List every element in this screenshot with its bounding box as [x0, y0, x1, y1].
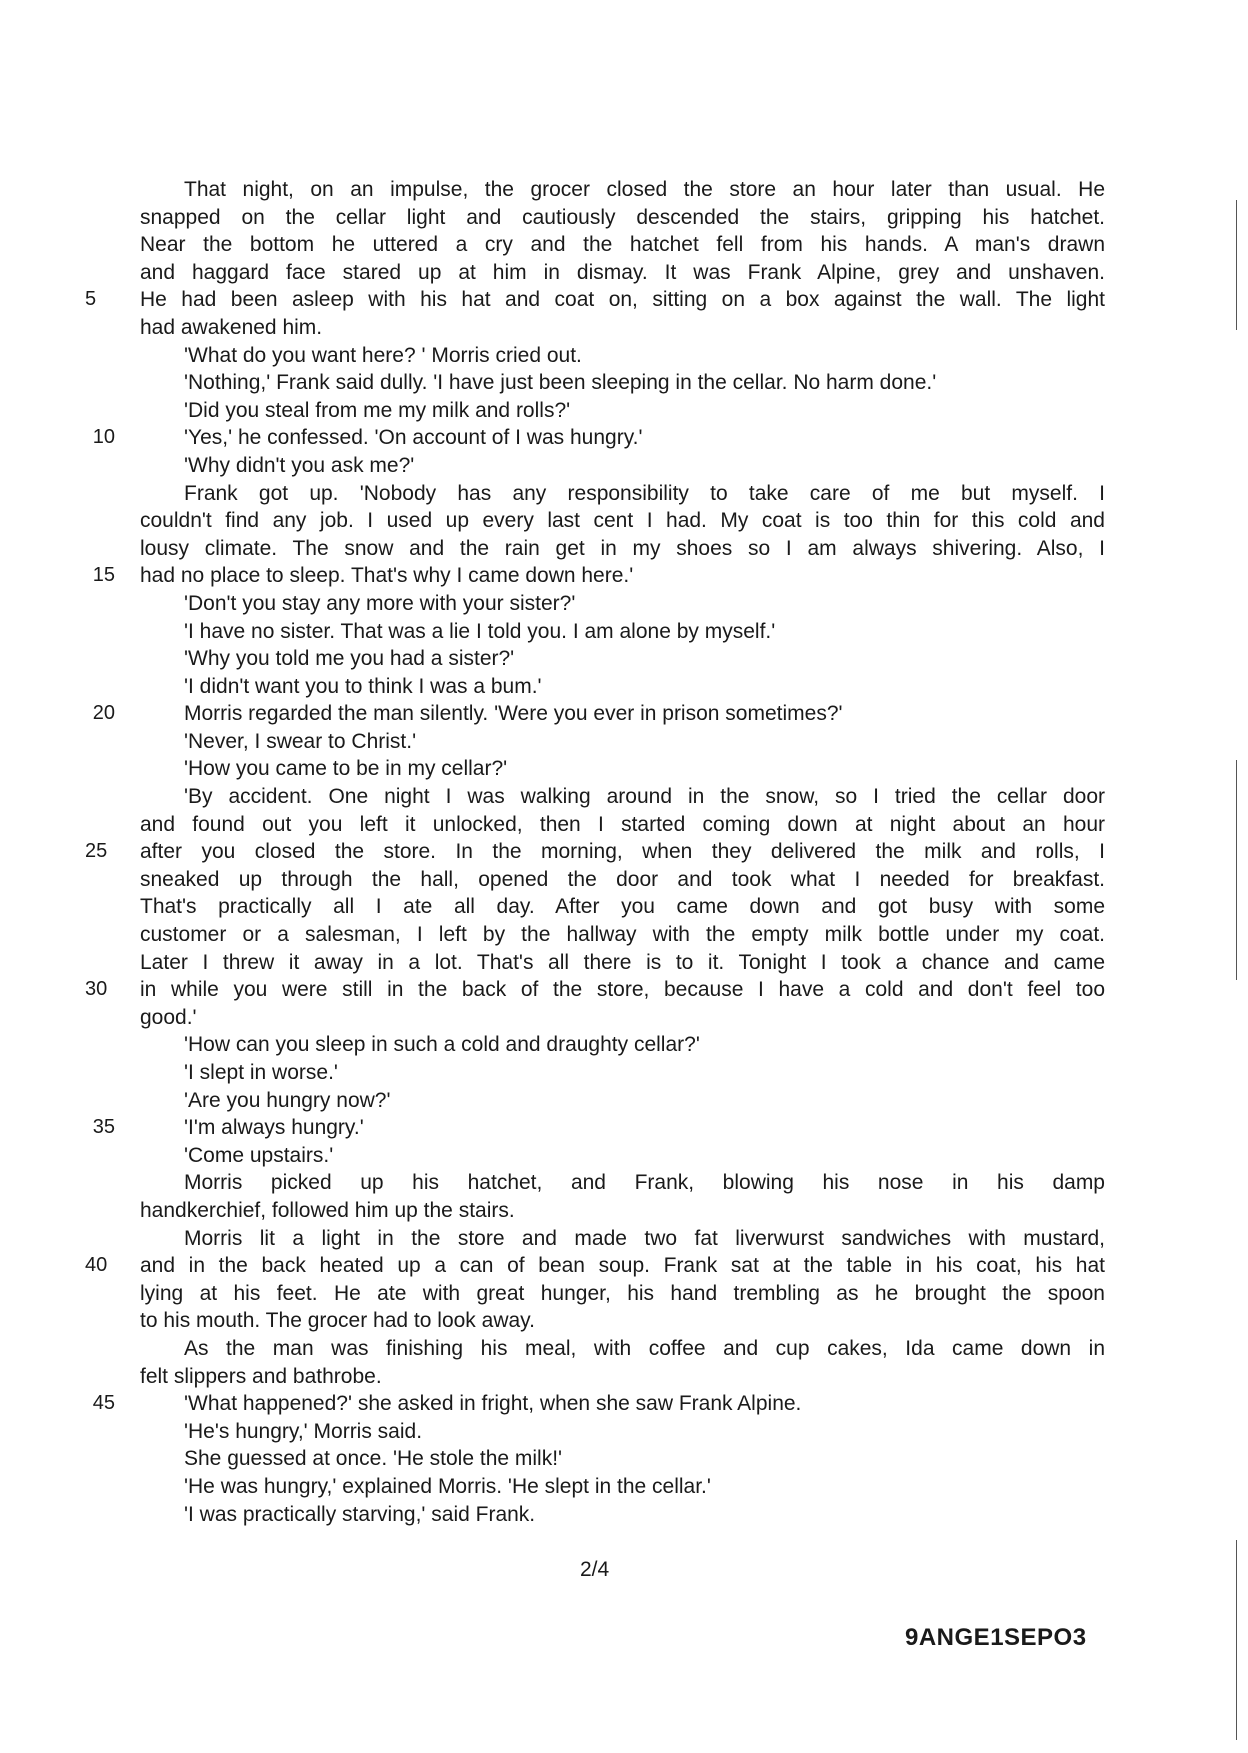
line-text: Morris regarded the man silently. 'Were you ever in prison sometimes?': [184, 702, 843, 726]
line-text: 'I was practically starving,' said Frank.: [184, 1502, 536, 1526]
line-text: 'He's hungry,' Morris said.: [184, 1419, 423, 1443]
text-line: [92, 562, 1105, 590]
line-text: As the man was finishing his meal, with coffee and cup cakes, Ida came down in: [184, 1336, 1105, 1360]
text-line: [140, 1087, 1105, 1115]
text-line: [140, 728, 1105, 756]
line-text: 'How you came to be in my cellar?': [184, 757, 508, 781]
line-text: 'Why you told me you had a sister?': [184, 647, 515, 671]
text-line: [140, 755, 1105, 783]
line-text: 'Never, I swear to Christ.': [184, 729, 417, 753]
line-text: He had been asleep with his hat and coat on, sitting on a box against the wall. The light: [140, 288, 1105, 312]
text-line: [140, 1501, 1105, 1529]
line-text: lousy climate. The snow and the rain get in my shoes so I am always shivering. Also, I: [140, 536, 1105, 560]
line-number: 35: [92, 1116, 115, 1139]
text-line: [140, 204, 1105, 232]
line-number: 40: [85, 1254, 108, 1277]
text-line: [92, 1114, 1105, 1142]
text-line: [140, 590, 1105, 618]
document-code: 9ANGE1SEPO3: [905, 1624, 1087, 1651]
line-text: customer or a salesman, I left by the hallway with the empty milk bottle under my coat.: [140, 923, 1105, 947]
text-line: [140, 618, 1105, 646]
line-text: after you closed the store. In the morning, when they delivered the milk and rolls, I: [140, 840, 1105, 864]
text-line: [85, 1252, 1105, 1280]
text-line: [85, 838, 1105, 866]
line-text: That night, on an impulse, the grocer closed the store an hour later than usual. He: [184, 178, 1105, 201]
line-text: That's practically all I ate all day. After you came down and got busy with some: [140, 895, 1105, 919]
line-text: handkerchief, followed him up the stairs.: [140, 1198, 515, 1222]
line-number: 45: [92, 1392, 115, 1415]
line-text: Frank got up. 'Nobody has any responsibility to take care of me but myself. I: [184, 481, 1105, 505]
text-line: [140, 1142, 1105, 1170]
line-text: She guessed at once. 'He stole the milk!': [184, 1447, 563, 1471]
line-text: 'I slept in worse.': [184, 1061, 338, 1084]
passage-text: [85, 176, 1105, 1528]
line-text: and found out you left it unlocked, then I started coming down at night about an hour: [140, 812, 1105, 836]
line-text: 'I didn't want you to think I was a bum.': [184, 674, 542, 698]
scan-edge-mark: [1236, 1540, 1237, 1740]
line-number: 30: [85, 978, 108, 1001]
line-text: Later I threw it away in a lot. That's all there is to it. Tonight I took a chance and came: [140, 950, 1105, 974]
text-line: [140, 1363, 1105, 1391]
line-text: 'Yes,' he confessed. 'On account of I was hungry.': [184, 426, 643, 450]
scan-edge-mark: [1236, 200, 1237, 330]
line-text: 'Nothing,' Frank said dully. 'I have just been sleeping in the cellar. No harm done.': [184, 371, 937, 395]
line-text: Morris lit a light in the store and made two fat liverwurst sandwiches with mustard,: [184, 1226, 1105, 1250]
line-text: 'What do you want here? ' Morris cried out.: [184, 343, 582, 367]
text-line: [92, 700, 1105, 728]
text-line: [140, 866, 1105, 894]
text-line: [140, 1473, 1105, 1501]
line-number: 10: [92, 426, 115, 449]
line-text: sneaked up through the hall, opened the door and took what I needed for breakfast.: [140, 867, 1105, 891]
line-text: 'Don't you stay any more with your sister?': [184, 591, 576, 615]
text-line: [140, 314, 1105, 342]
text-line: [140, 1307, 1105, 1335]
text-line: [140, 1280, 1105, 1308]
text-line: [140, 811, 1105, 839]
line-text: 'Come upstairs.': [184, 1143, 334, 1167]
line-text: Morris picked up his hatchet, and Frank, blowing his nose in his damp: [184, 1171, 1105, 1195]
text-line: [140, 1197, 1105, 1225]
text-line: [140, 342, 1105, 370]
line-text: felt slippers and bathrobe.: [140, 1364, 382, 1388]
text-line: [85, 286, 1105, 314]
text-line: [140, 176, 1105, 204]
text-line: [140, 783, 1105, 811]
line-text: and in the back heated up a can of bean soup. Frank sat at the table in his coat, his hat: [140, 1254, 1105, 1278]
text-line: [140, 1418, 1105, 1446]
line-text: lying at his feet. He ate with great hunger, his hand trembling as he brought the spoon: [140, 1281, 1105, 1305]
line-text: to his mouth. The grocer had to look away.: [140, 1309, 535, 1333]
line-text: 'I'm always hungry.': [184, 1116, 364, 1140]
line-number: 5: [85, 288, 97, 311]
text-line: [140, 507, 1105, 535]
line-text: 'By accident. One night I was walking around in the snow, so I tried the cellar door: [184, 785, 1105, 809]
line-text: in while you were still in the back of the store, because I have a cold and don't feel too: [140, 978, 1105, 1002]
text-line: [140, 231, 1105, 259]
text-line: [92, 1390, 1105, 1418]
page-number: 2/4: [580, 1558, 610, 1581]
text-line: [140, 452, 1105, 480]
line-text: 'How can you sleep in such a cold and draughty cellar?': [184, 1033, 700, 1057]
text-line: [140, 949, 1105, 977]
text-line: [140, 535, 1105, 563]
text-line: [140, 259, 1105, 287]
text-line: [140, 1059, 1105, 1087]
line-text: good.': [140, 1005, 197, 1029]
line-text: had no place to sleep. That's why I came down here.': [140, 564, 634, 588]
text-line: [140, 480, 1105, 508]
text-line: [85, 976, 1105, 1004]
text-line: [92, 424, 1105, 452]
text-line: [140, 1335, 1105, 1363]
text-line: [140, 369, 1105, 397]
line-number: 15: [92, 564, 115, 587]
line-text: 'He was hungry,' explained Morris. 'He slept in the cellar.': [184, 1474, 711, 1498]
line-text: and haggard face stared up at him in dismay. It was Frank Alpine, grey and unshaven.: [140, 260, 1105, 284]
line-text: couldn't find any job. I used up every last cent I had. My coat is too thin for this cold and: [140, 509, 1105, 533]
line-text: 'Are you hungry now?': [184, 1088, 391, 1112]
line-text: Near the bottom he uttered a cry and the hatchet fell from his hands. A man's drawn: [140, 233, 1105, 257]
text-line: [140, 1031, 1105, 1059]
text-line: [140, 1225, 1105, 1253]
text-line: [140, 645, 1105, 673]
text-line: [140, 397, 1105, 425]
line-text: snapped on the cellar light and cautiously descended the stairs, gripping his hatchet.: [140, 205, 1105, 229]
line-text: had awakened him.: [140, 315, 323, 339]
line-number: 25: [85, 840, 108, 863]
text-line: [140, 1445, 1105, 1473]
text-line: [140, 1169, 1105, 1197]
text-line: [140, 921, 1105, 949]
line-text: 'What happened?' she asked in fright, when she saw Frank Alpine.: [184, 1392, 802, 1416]
text-line: [140, 1004, 1105, 1032]
line-number: 20: [92, 702, 115, 725]
text-line: [140, 893, 1105, 921]
line-text: 'Did you steal from me my milk and rolls?': [184, 398, 571, 422]
scan-edge-mark: [1236, 760, 1237, 980]
line-text: 'Why didn't you ask me?': [184, 453, 415, 477]
line-text: 'I have no sister. That was a lie I told you. I am alone by myself.': [184, 619, 776, 643]
text-line: [140, 673, 1105, 701]
